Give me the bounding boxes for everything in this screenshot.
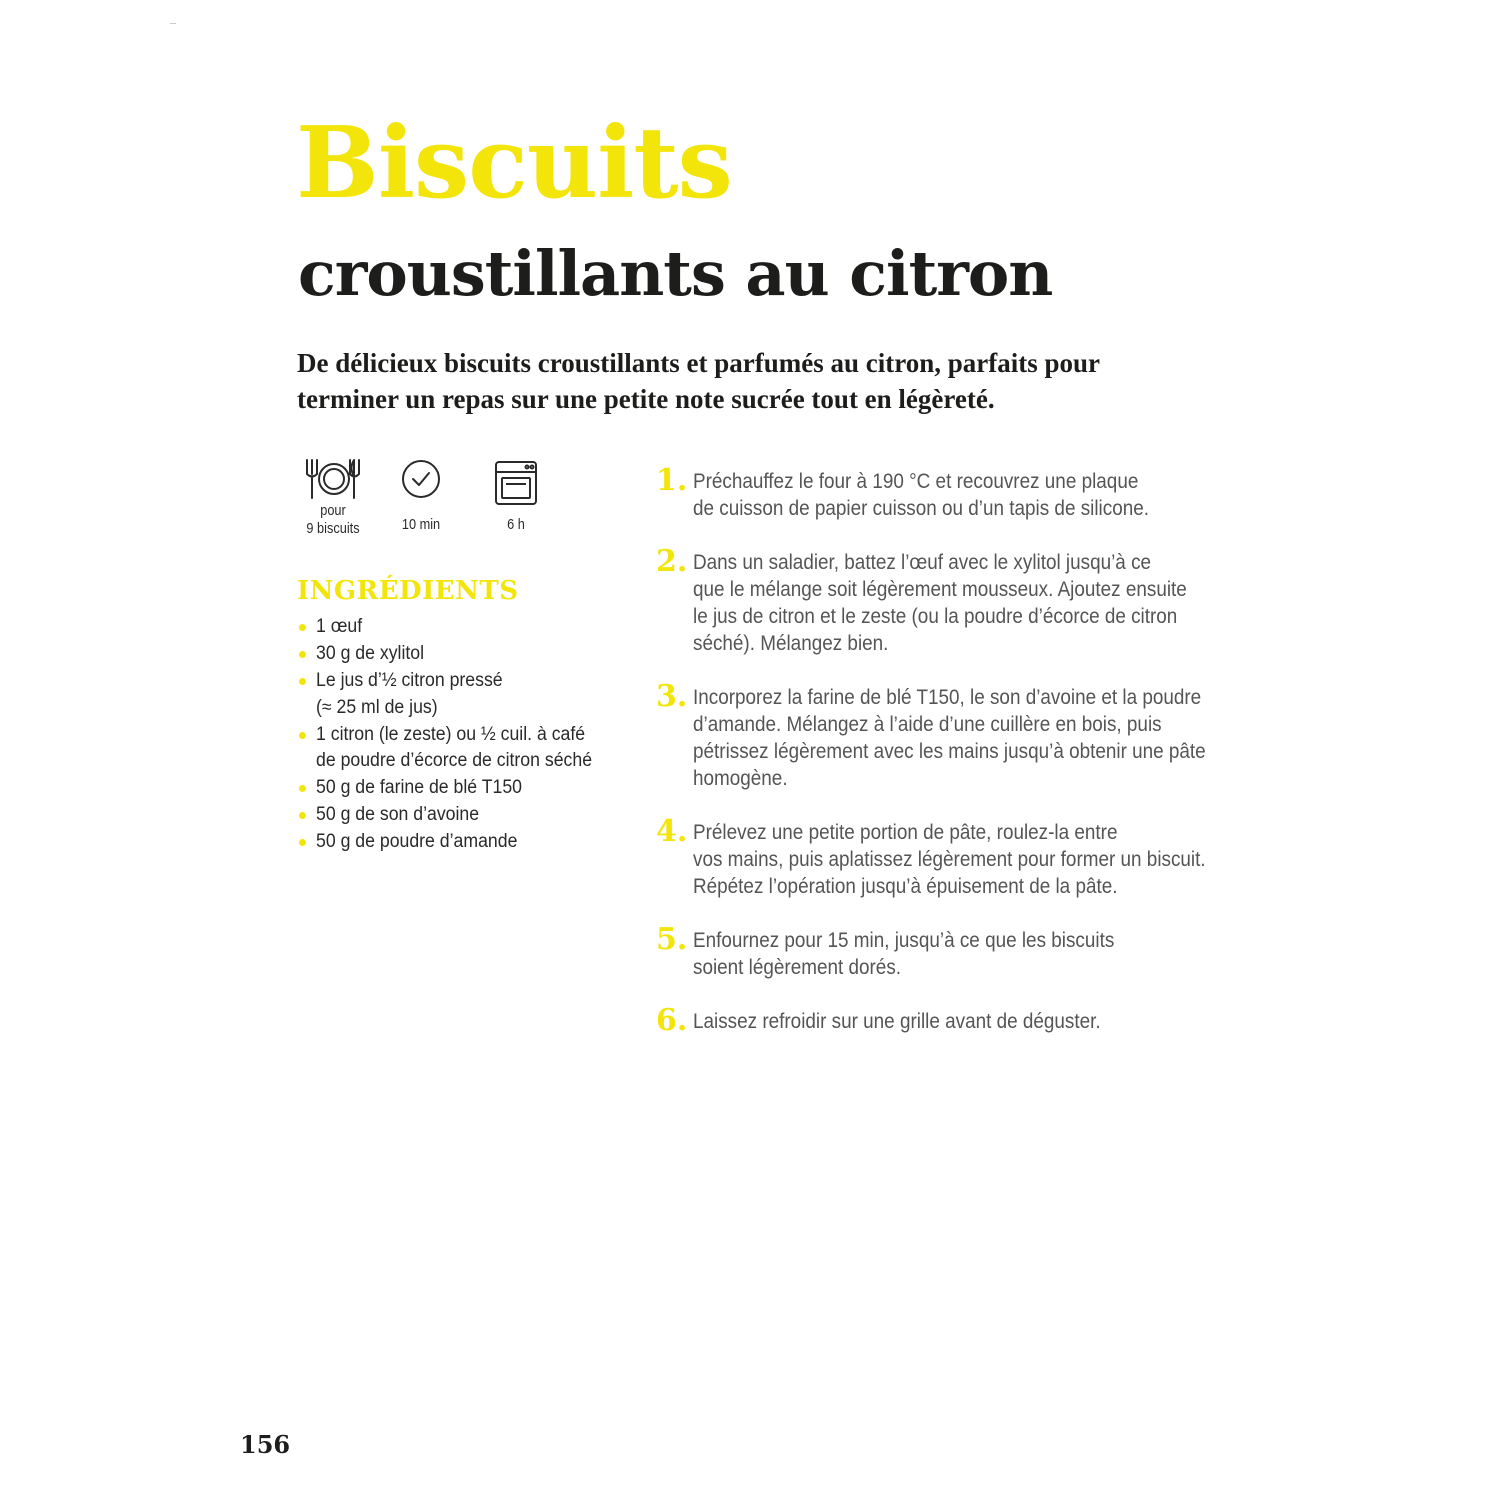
step-item [656,544,1256,657]
step-item [656,814,1256,900]
bullet-icon [299,732,306,739]
step-text: Préchauffez le four à 190 °C et recouvrez une plaque de cuisson de papier cuisson ou d’un tapis de silicone. [693,470,1149,520]
clock-icon [398,456,444,502]
list-item: 1 œuf [298,614,618,641]
ingredients-heading: INGRÉDIENTS [297,576,519,606]
step-text: Enfournez pour 15 min, jusqu’à ce que les biscuits soient légèrement dorés. [693,929,1115,979]
recipe-subtitle: croustillants au citron [298,237,1053,310]
step-text: Incorporez la farine de blé T150, le son d’avoine et la poudre d’amande. Mélangez à l’aide d’une cuillère en bois, puis pétrissez légèrement avec les mains jusqu’à obtenir une pâte homogène. [693,686,1206,790]
step-text: Prélevez une petite portion de pâte, roulez-la entre vos mains, puis aplatissez légèrement pour former un biscuit. Répétez l’opération jusqu’à épuisement de la pâte. [693,821,1206,898]
step-number: 6. [656,1003,688,1038]
step-number: 2. [656,544,688,579]
page-number: 156 [240,1430,291,1459]
list-item: 30 g de xylitol [298,641,618,668]
list-item: 1 citron (le zeste) ou ½ cuil. à café de poudre d’écorce de citron séché [298,722,618,775]
step-number: 1. [656,463,688,498]
bullet-icon [299,839,306,846]
ingredients-list [298,614,618,856]
step-item [656,1003,1256,1038]
step-text: Dans un saladier, battez l’œuf avec le xylitol jusqu’à ce que le mélange soit légèrement mousseux. Ajoutez ensuite le jus de citron et le zeste (ou la poudre d’écorce de citron séché). Mélangez bien. [693,551,1187,655]
crop-mark [170,23,176,24]
servings-info [298,456,368,538]
plate-cutlery-icon [303,456,363,502]
bullet-icon [299,678,306,685]
step-text: Laissez refroidir sur une grille avant de déguster. [693,1010,1101,1033]
recipe-title: Biscuits [296,106,732,221]
step-item [656,679,1256,792]
prep-time: 10 min [401,516,441,533]
rest-time: 6 h [507,516,525,533]
bullet-icon [299,624,306,631]
list-item: 50 g de son d’avoine [298,802,618,829]
step-number: 5. [656,922,688,957]
bullet-icon [299,785,306,792]
step-item [656,922,1256,981]
step-number: 4. [656,814,688,849]
step-number: 3. [656,679,688,714]
list-item: 50 g de farine de blé T150 [298,775,618,802]
step-item [656,463,1256,522]
list-item: 50 g de poudre d’amande [298,829,618,856]
bullet-icon [299,651,306,658]
servings-line2: 9 biscuits [306,520,360,537]
servings-line1: pour [320,502,346,519]
rest-time-info [490,456,542,534]
bullet-icon [299,812,306,819]
recipe-intro: De délicieux biscuits croustillants et parfumés au citron, parfaits pour terminer un repas sur une petite note sucrée tout en légèreté. [297,348,1100,414]
list-item: Le jus d’½ citron pressé (≈ 25 ml de jus) [298,668,618,721]
prep-time-info [394,456,448,534]
steps-list [656,463,1256,1062]
oven-icon [493,456,539,506]
